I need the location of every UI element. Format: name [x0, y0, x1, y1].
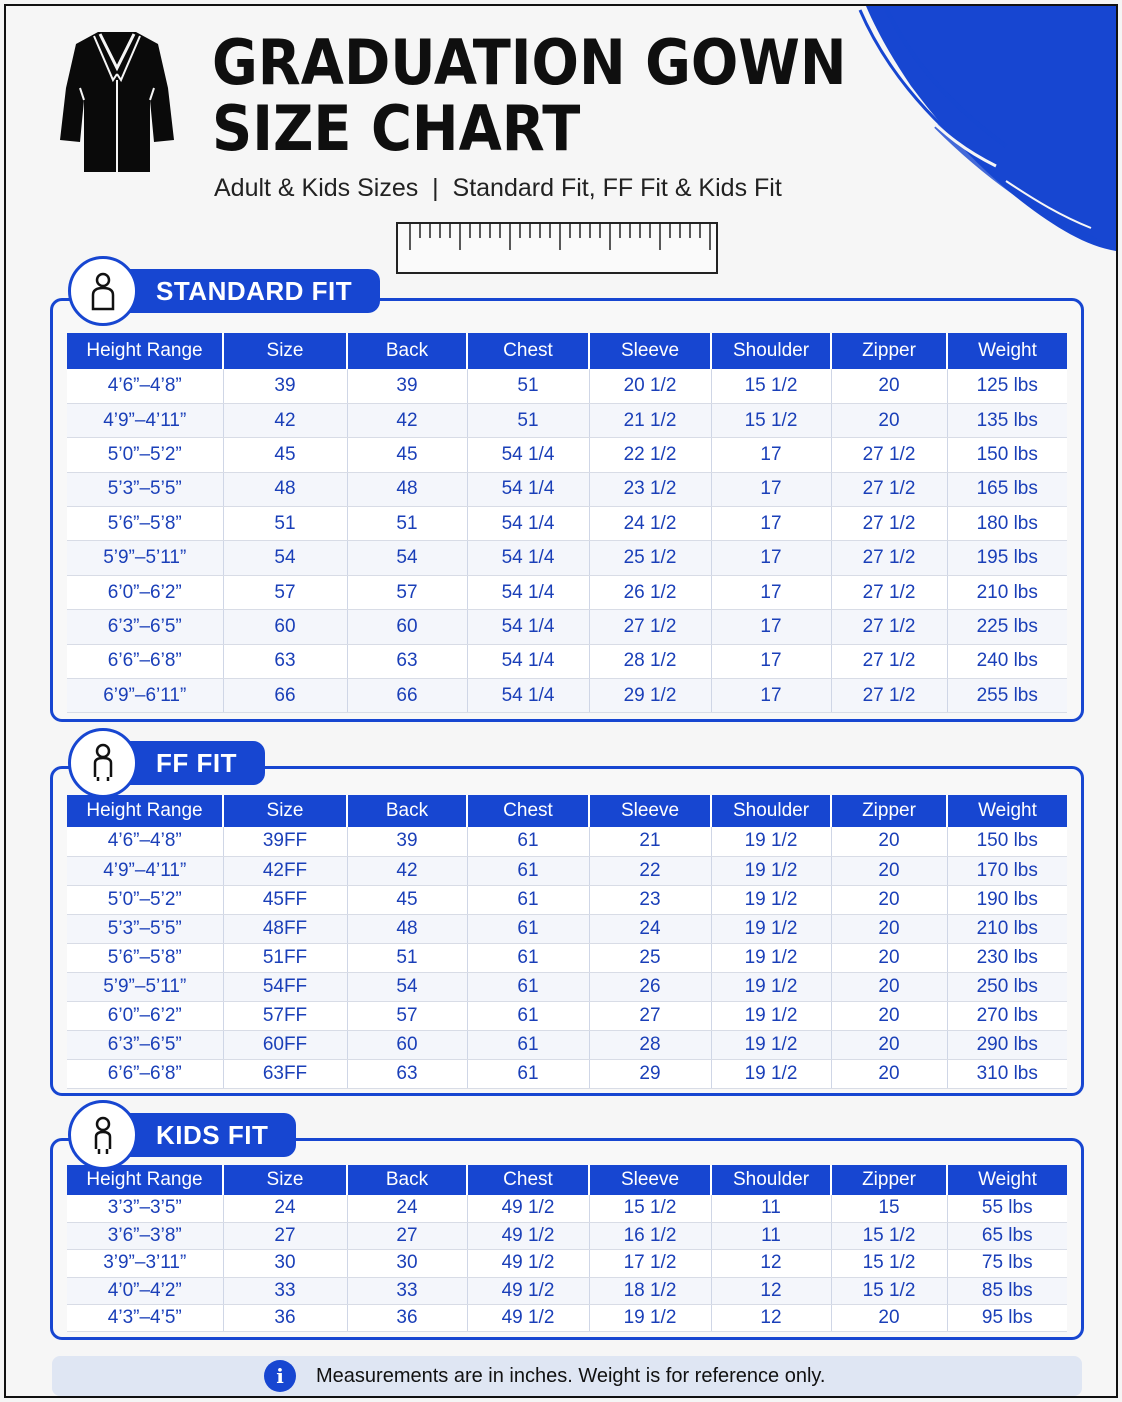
table-cell: 5’3”–5’5”: [67, 472, 223, 506]
table-cell: 48: [223, 472, 347, 506]
table-cell: 27 1/2: [831, 541, 947, 575]
table-cell: 19 1/2: [589, 1305, 711, 1332]
table-row: [67, 972, 1067, 1001]
table-row: [67, 885, 1067, 914]
column-header: Chest: [467, 1165, 589, 1195]
table-cell: 49 1/2: [467, 1250, 589, 1277]
page-frame: [4, 4, 1118, 1398]
table-cell: 150 lbs: [947, 827, 1067, 856]
table-cell: 5’9”–5’11”: [67, 541, 223, 575]
table-cell: 29 1/2: [589, 679, 711, 713]
table-cell: 19 1/2: [711, 856, 831, 885]
table-cell: 15 1/2: [831, 1250, 947, 1277]
table-cell: 15 1/2: [831, 1222, 947, 1249]
table-cell: 21 1/2: [589, 403, 711, 437]
table-row: [67, 943, 1067, 972]
table-row: [67, 1195, 1067, 1222]
column-header: Size: [223, 1165, 347, 1195]
table-cell: 28 1/2: [589, 644, 711, 678]
table-cell: 54 1/4: [467, 644, 589, 678]
column-header: Weight: [947, 795, 1067, 827]
standard-fit-badge: [68, 256, 380, 326]
table-cell: 60: [347, 1030, 467, 1059]
table-cell: 27 1/2: [831, 644, 947, 678]
table-cell: 19 1/2: [711, 1030, 831, 1059]
table-cell: 230 lbs: [947, 943, 1067, 972]
table-cell: 15 1/2: [831, 1277, 947, 1304]
table-cell: 54: [347, 972, 467, 1001]
table-cell: 5’6”–5’8”: [67, 943, 223, 972]
table-cell: 180 lbs: [947, 507, 1067, 541]
column-header: Chest: [467, 333, 589, 369]
table-row: [67, 438, 1067, 472]
title-line-1: GRADUATION GOWN: [212, 26, 847, 99]
blue-brush-stroke-decoration: [856, 6, 1116, 256]
table-cell: 57FF: [223, 1001, 347, 1030]
table-cell: 51FF: [223, 943, 347, 972]
table-cell: 20: [831, 943, 947, 972]
table-cell: 20: [831, 369, 947, 403]
table-cell: 270 lbs: [947, 1001, 1067, 1030]
column-header: Weight: [947, 333, 1067, 369]
table-cell: 15 1/2: [589, 1195, 711, 1222]
table-cell: 63: [347, 1059, 467, 1088]
table-cell: 60: [223, 610, 347, 644]
table-cell: 54FF: [223, 972, 347, 1001]
table-cell: 49 1/2: [467, 1305, 589, 1332]
table-cell: 20: [831, 885, 947, 914]
table-cell: 36: [223, 1305, 347, 1332]
table-cell: 5’3”–5’5”: [67, 914, 223, 943]
table-cell: 45: [347, 438, 467, 472]
table-cell: 65 lbs: [947, 1222, 1067, 1249]
column-header: Zipper: [831, 1165, 947, 1195]
table-cell: 42FF: [223, 856, 347, 885]
table-cell: 55 lbs: [947, 1195, 1067, 1222]
table-cell: 19 1/2: [711, 914, 831, 943]
table-cell: 51: [347, 943, 467, 972]
table-cell: 61: [467, 1030, 589, 1059]
table-cell: 17: [711, 644, 831, 678]
table-cell: 66: [347, 679, 467, 713]
table-cell: 60FF: [223, 1030, 347, 1059]
standard-fit-title: STANDARD FIT: [126, 269, 380, 313]
table-cell: 54 1/4: [467, 472, 589, 506]
table-cell: 95 lbs: [947, 1305, 1067, 1332]
table-cell: 210 lbs: [947, 575, 1067, 609]
table-cell: 5’0”–5’2”: [67, 885, 223, 914]
table-cell: 19 1/2: [711, 1059, 831, 1088]
table-cell: 22: [589, 856, 711, 885]
table-cell: 125 lbs: [947, 369, 1067, 403]
table-cell: 66: [223, 679, 347, 713]
person-icon: [68, 728, 138, 798]
table-cell: 19 1/2: [711, 943, 831, 972]
table-cell: 21: [589, 827, 711, 856]
table-cell: 22 1/2: [589, 438, 711, 472]
table-row: [67, 507, 1067, 541]
ff-fit-badge: [68, 728, 265, 798]
table-cell: 61: [467, 1059, 589, 1088]
table-cell: 17 1/2: [589, 1250, 711, 1277]
table-cell: 33: [223, 1277, 347, 1304]
table-cell: 11: [711, 1195, 831, 1222]
table-cell: 24 1/2: [589, 507, 711, 541]
table-cell: 57: [347, 1001, 467, 1030]
table-cell: 51: [467, 403, 589, 437]
column-header: Size: [223, 795, 347, 827]
table-cell: 19 1/2: [711, 827, 831, 856]
table-cell: 29: [589, 1059, 711, 1088]
table-row: [67, 679, 1067, 713]
table-cell: 45: [347, 885, 467, 914]
table-cell: 48FF: [223, 914, 347, 943]
table-cell: 42: [223, 403, 347, 437]
table-row: [67, 1001, 1067, 1030]
table-cell: 39: [223, 369, 347, 403]
table-cell: 48: [347, 914, 467, 943]
footer-note-bar: [52, 1356, 1082, 1396]
page-title: [212, 26, 847, 165]
table-cell: 20: [831, 403, 947, 437]
table-cell: 4’9”–4’11”: [67, 856, 223, 885]
table-cell: 15 1/2: [711, 369, 831, 403]
table-cell: 310 lbs: [947, 1059, 1067, 1088]
table-cell: 16 1/2: [589, 1222, 711, 1249]
table-cell: 26: [589, 972, 711, 1001]
table-cell: 150 lbs: [947, 438, 1067, 472]
table-cell: 20: [831, 856, 947, 885]
table-cell: 26 1/2: [589, 575, 711, 609]
column-header: Size: [223, 333, 347, 369]
table-cell: 61: [467, 827, 589, 856]
table-cell: 27 1/2: [831, 438, 947, 472]
title-line-2: SIZE CHART: [212, 92, 581, 165]
table-cell: 20: [831, 914, 947, 943]
table-cell: 18 1/2: [589, 1277, 711, 1304]
column-header: Back: [347, 1165, 467, 1195]
table-cell: 290 lbs: [947, 1030, 1067, 1059]
table-row: [67, 1030, 1067, 1059]
table-cell: 4’6”–4’8”: [67, 827, 223, 856]
table-cell: 23: [589, 885, 711, 914]
table-cell: 17: [711, 438, 831, 472]
table-cell: 27 1/2: [831, 575, 947, 609]
table-cell: 25 1/2: [589, 541, 711, 575]
kids-fit-title: KIDS FIT: [126, 1113, 296, 1157]
table-header-row: [67, 333, 1067, 369]
column-header: Back: [347, 333, 467, 369]
column-header: Sleeve: [589, 795, 711, 827]
table-cell: 49 1/2: [467, 1222, 589, 1249]
ruler-icon: [396, 222, 720, 278]
table-cell: 19 1/2: [711, 885, 831, 914]
table-row: [67, 856, 1067, 885]
table-cell: 63: [347, 644, 467, 678]
table-cell: 39FF: [223, 827, 347, 856]
table-cell: 27: [589, 1001, 711, 1030]
table-cell: 45: [223, 438, 347, 472]
table-cell: 195 lbs: [947, 541, 1067, 575]
table-cell: 20: [831, 1305, 947, 1332]
table-cell: 61: [467, 972, 589, 1001]
column-header: Chest: [467, 795, 589, 827]
table-cell: 63: [223, 644, 347, 678]
table-cell: 17: [711, 541, 831, 575]
table-cell: 45FF: [223, 885, 347, 914]
table-row: [67, 610, 1067, 644]
table-cell: 4’9”–4’11”: [67, 403, 223, 437]
table-cell: 61: [467, 1001, 589, 1030]
table-cell: 39: [347, 369, 467, 403]
table-cell: 51: [223, 507, 347, 541]
table-row: [67, 1059, 1067, 1088]
table-cell: 250 lbs: [947, 972, 1067, 1001]
graduation-gown-icon: [58, 28, 176, 176]
table-cell: 39: [347, 827, 467, 856]
table-cell: 12: [711, 1277, 831, 1304]
standard-fit-table: [67, 333, 1067, 713]
standard-fit-section: [50, 298, 1084, 722]
table-cell: 36: [347, 1305, 467, 1332]
table-cell: 54: [347, 541, 467, 575]
table-cell: 20: [831, 972, 947, 1001]
person-icon: [68, 256, 138, 326]
table-cell: 23 1/2: [589, 472, 711, 506]
table-row: [67, 1305, 1067, 1332]
table-cell: 30: [223, 1250, 347, 1277]
table-cell: 30: [347, 1250, 467, 1277]
table-cell: 20: [831, 827, 947, 856]
table-cell: 6’9”–6’11”: [67, 679, 223, 713]
column-header: Shoulder: [711, 1165, 831, 1195]
table-cell: 3’9”–3’11”: [67, 1250, 223, 1277]
table-cell: 165 lbs: [947, 472, 1067, 506]
table-cell: 6’6”–6’8”: [67, 644, 223, 678]
table-cell: 11: [711, 1222, 831, 1249]
table-row: [67, 914, 1067, 943]
table-cell: 3’6”–3’8”: [67, 1222, 223, 1249]
table-row: [67, 1222, 1067, 1249]
table-cell: 19 1/2: [711, 1001, 831, 1030]
table-cell: 6’0”–6’2”: [67, 1001, 223, 1030]
table-cell: 240 lbs: [947, 644, 1067, 678]
table-cell: 27: [223, 1222, 347, 1249]
table-cell: 24: [347, 1195, 467, 1222]
table-cell: 4’6”–4’8”: [67, 369, 223, 403]
table-cell: 54: [223, 541, 347, 575]
table-cell: 4’0”–4’2”: [67, 1277, 223, 1304]
table-cell: 28: [589, 1030, 711, 1059]
column-header: Zipper: [831, 795, 947, 827]
table-cell: 57: [347, 575, 467, 609]
table-cell: 12: [711, 1305, 831, 1332]
column-header: Sleeve: [589, 1165, 711, 1195]
table-cell: 4’3”–4’5”: [67, 1305, 223, 1332]
column-header: Shoulder: [711, 333, 831, 369]
table-cell: 5’6”–5’8”: [67, 507, 223, 541]
table-cell: 17: [711, 610, 831, 644]
column-header: Height Range: [67, 795, 223, 827]
table-cell: 5’0”–5’2”: [67, 438, 223, 472]
table-cell: 42: [347, 403, 467, 437]
table-cell: 61: [467, 914, 589, 943]
kids-fit-badge: [68, 1100, 296, 1170]
table-cell: 17: [711, 679, 831, 713]
table-row: [67, 1250, 1067, 1277]
table-cell: 27 1/2: [831, 679, 947, 713]
table-cell: 54 1/4: [467, 507, 589, 541]
table-cell: 54 1/4: [467, 438, 589, 472]
person-icon: [68, 1100, 138, 1170]
table-cell: 49 1/2: [467, 1195, 589, 1222]
table-cell: 170 lbs: [947, 856, 1067, 885]
table-header-row: [67, 795, 1067, 827]
info-icon: i: [264, 1360, 296, 1392]
table-row: [67, 472, 1067, 506]
table-cell: 85 lbs: [947, 1277, 1067, 1304]
table-cell: 255 lbs: [947, 679, 1067, 713]
table-cell: 54 1/4: [467, 541, 589, 575]
table-cell: 54 1/4: [467, 575, 589, 609]
table-cell: 210 lbs: [947, 914, 1067, 943]
table-row: [67, 575, 1067, 609]
ff-fit-section: [50, 766, 1084, 1096]
table-cell: 17: [711, 575, 831, 609]
page-subtitle: Adult & Kids Sizes | Standard Fit, FF Fit & Kids Fit: [214, 174, 782, 202]
table-cell: 27 1/2: [831, 472, 947, 506]
table-cell: 61: [467, 856, 589, 885]
table-row: [67, 541, 1067, 575]
table-cell: 75 lbs: [947, 1250, 1067, 1277]
table-cell: 24: [223, 1195, 347, 1222]
column-header: Height Range: [67, 1165, 223, 1195]
table-cell: 54 1/4: [467, 610, 589, 644]
table-cell: 6’6”–6’8”: [67, 1059, 223, 1088]
table-cell: 3’3”–3’5”: [67, 1195, 223, 1222]
table-cell: 54 1/4: [467, 679, 589, 713]
table-cell: 135 lbs: [947, 403, 1067, 437]
table-cell: 6’0”–6’2”: [67, 575, 223, 609]
table-cell: 25: [589, 943, 711, 972]
table-row: [67, 369, 1067, 403]
column-header: Shoulder: [711, 795, 831, 827]
column-header: Weight: [947, 1165, 1067, 1195]
table-row: [67, 827, 1067, 856]
table-cell: 48: [347, 472, 467, 506]
table-cell: 12: [711, 1250, 831, 1277]
table-cell: 61: [467, 885, 589, 914]
table-cell: 190 lbs: [947, 885, 1067, 914]
kids-fit-table: [67, 1165, 1067, 1332]
table-cell: 5’9”–5’11”: [67, 972, 223, 1001]
table-cell: 225 lbs: [947, 610, 1067, 644]
table-cell: 57: [223, 575, 347, 609]
table-cell: 49 1/2: [467, 1277, 589, 1304]
column-header: Height Range: [67, 333, 223, 369]
table-cell: 6’3”–6’5”: [67, 1030, 223, 1059]
ff-fit-title: FF FIT: [126, 741, 265, 785]
table-cell: 15 1/2: [711, 403, 831, 437]
table-cell: 27 1/2: [831, 507, 947, 541]
table-cell: 15: [831, 1195, 947, 1222]
table-row: [67, 644, 1067, 678]
ff-fit-table: [67, 795, 1067, 1089]
table-row: [67, 403, 1067, 437]
table-cell: 20: [831, 1001, 947, 1030]
table-cell: 24: [589, 914, 711, 943]
table-cell: 20: [831, 1059, 947, 1088]
table-cell: 27 1/2: [589, 610, 711, 644]
table-cell: 20: [831, 1030, 947, 1059]
table-cell: 6’3”–6’5”: [67, 610, 223, 644]
table-cell: 27 1/2: [831, 610, 947, 644]
table-cell: 60: [347, 610, 467, 644]
column-header: Back: [347, 795, 467, 827]
table-cell: 42: [347, 856, 467, 885]
table-cell: 63FF: [223, 1059, 347, 1088]
column-header: Zipper: [831, 333, 947, 369]
table-cell: 61: [467, 943, 589, 972]
table-cell: 33: [347, 1277, 467, 1304]
table-cell: 19 1/2: [711, 972, 831, 1001]
table-cell: 27: [347, 1222, 467, 1249]
table-cell: 20 1/2: [589, 369, 711, 403]
table-cell: 51: [347, 507, 467, 541]
table-row: [67, 1277, 1067, 1304]
table-cell: 51: [467, 369, 589, 403]
column-header: Sleeve: [589, 333, 711, 369]
table-cell: 17: [711, 507, 831, 541]
footer-note: Measurements are in inches. Weight is for reference only.: [316, 1364, 826, 1387]
table-cell: 17: [711, 472, 831, 506]
